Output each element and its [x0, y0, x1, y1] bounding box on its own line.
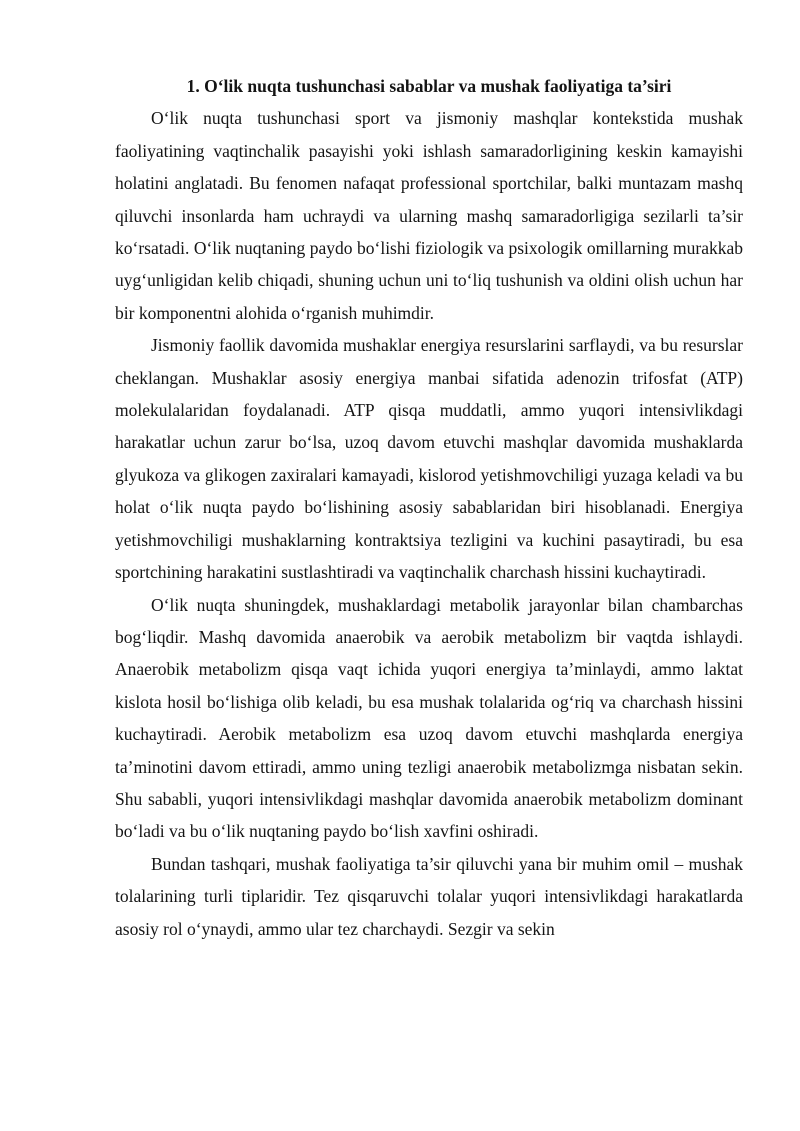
section-heading: 1. O‘lik nuqta tushunchasi sabablar va mushak faoliyatiga ta’siri — [186, 76, 672, 96]
paragraph-2: Jismoniy faollik davomida mushaklar energiya resurslarini sarflaydi, va bu resurslar cheklangan. Mushaklar asosiy energiya manbai sifatida adenozin trifosfat (ATP) molekulalaridan foydalanadi. ATP qisqa muddatli, ammo yuqori intensivlikdagi harakatlar uchun zarur bo‘lsa, uzoq davom etuvchi mashqlar davomida mushaklarda glyukoza va glikogen zaxiralari kamayadi, kislorod yetishmovchiligi yuzaga keladi va bu holat o‘lik nuqta paydo bo‘lishining asosiy sabablaridan biri hisoblanadi. Energiya yetishmovchiligi mushaklarning kontraktsiya tezligini va kuchini pasaytiradi, bu esa sportchining harakatini sustlashtiradi va vaqtinchalik charchash hissini kuchaytiradi. — [115, 335, 743, 583]
paragraph-4: Bundan tashqari, mushak faoliyatiga ta’sir qiluvchi yana bir muhim omil – mushak tolalarining turli tiplaridir. Tez qisqaruvchi tolalar yuqori intensivlikdagi harakatlarda asosiy rol o‘ynaydi, ammo ular tez charchaydi. Sezgir va sekin — [115, 853, 743, 939]
paragraph-1: O‘lik nuqta tushunchasi sport va jismoniy mashqlar kontekstida mushak faoliyatining vaqtinchalik pasayishi yoki ishlash samaradorligining keskin kamayishi holatini anglatadi. Bu fenomen nafaqat professional sportchilar, balki muntazam mashq qiluvchi insonlarda ham uchraydi va ularning mashq samaradorligiga sezilarli ta’sir ko‘rsatadi. O‘lik nuqtaning paydo bo‘lishi fiziologik va psixologik omillarning murakkab uyg‘unligidan kelib chiqadi, shuning uchun uni to‘liq tushunish va oldini olish uchun har bir komponentni alohida o‘rganish muhimdir. — [115, 108, 743, 323]
document-page — [115, 70, 743, 945]
paragraph-3: O‘lik nuqta shuningdek, mushaklardagi metabolik jarayonlar bilan chambarchas bog‘liqdir. Mashq davomida anaerobik va aerobik metabolizm bir vaqtda ishlaydi. Anaerobik metabolizm qisqa vaqt ichida yuqori energiya ta’minlaydi, ammo laktat kislota hosil bo‘lishiga olib keladi, bu esa mushak tolalarida og‘riq va charchash hissini kuchaytiradi. Aerobik metabolizm esa uzoq davom etuvchi mashqlarda energiya ta’minotini davom ettiradi, ammo uning tezligi anaerobik metabolizmga nisbatan sekin. Shu sababli, yuqori intensivlikdagi mashqlar davomida anaerobik metabolizm dominant bo‘ladi va bu o‘lik nuqtaning paydo bo‘lish xavfini oshiradi. — [115, 594, 743, 842]
